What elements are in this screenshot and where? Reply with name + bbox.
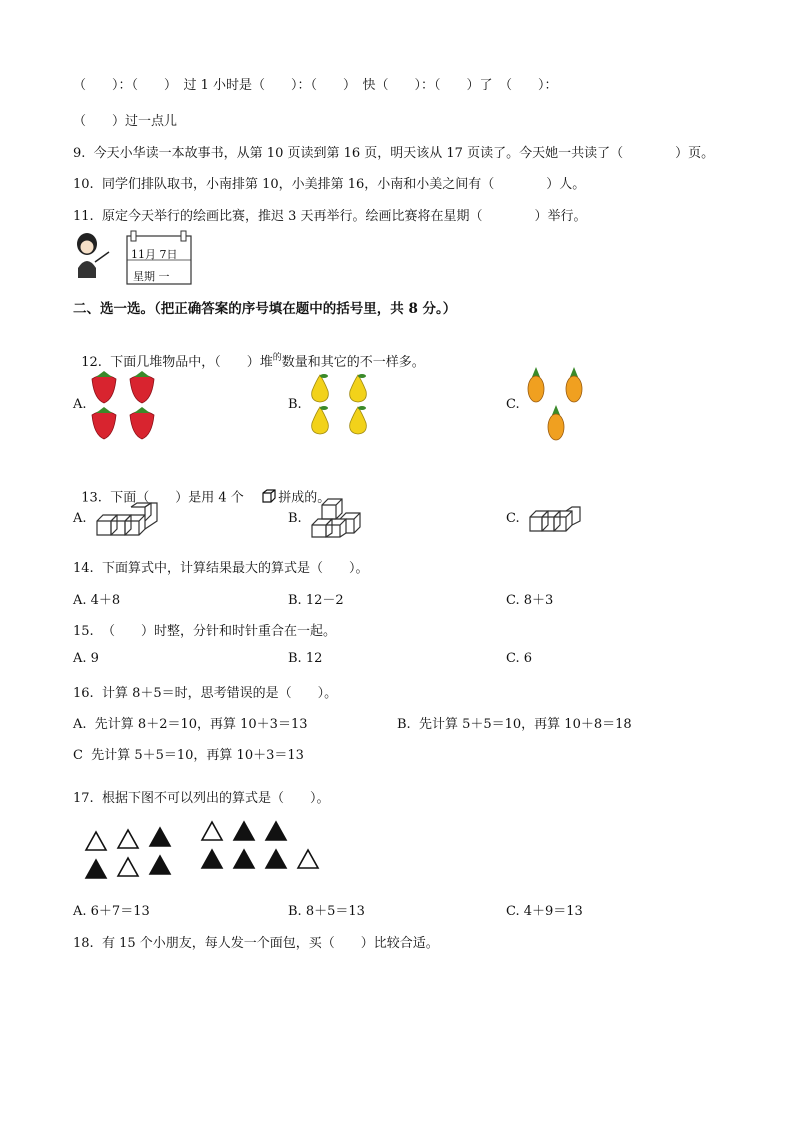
q12-option-a-label[interactable]: A. (73, 397, 87, 412)
question-9: 9. 今天小华读一本故事书，从第 10 页读到第 16 页，明天该从 17 页读了。今天她一共读了（ ）页。 (73, 146, 715, 161)
q13-option-a-label[interactable]: A. (73, 511, 87, 526)
cubes-a-picture (95, 501, 159, 545)
triangles-picture (82, 816, 326, 886)
cube-icon (245, 473, 278, 523)
question-18: 18. 有 15 个小朋友，每人发一个面包，买（ ）比较合适。 (73, 936, 439, 951)
question-16: 16. 计算 8＋5＝时，思考错误的是（ ）。 (73, 686, 338, 701)
question-17: 17. 根据下图不可以列出的算式是（ ）。 (73, 791, 330, 806)
strawberries-picture (88, 367, 160, 445)
teacher-calendar-illustration (73, 228, 198, 286)
q17-option-a[interactable]: A. 6＋7＝13 (73, 904, 150, 919)
q16-option-a[interactable]: A. 先计算 8＋2＝10，再算 10＋3＝13 (73, 717, 308, 732)
q16-option-c[interactable]: C 先计算 5＋5＝10，再算 10＋3＝13 (73, 748, 304, 763)
question-15: 15. （ ）时整，分针和时针重合在一起。 (73, 624, 336, 639)
calendar-weekday: 星期 一 (133, 270, 170, 283)
question-10: 10. 同学们排队取书，小南排第 10，小美排第 16，小南和小美之间有（ ）人。 (73, 177, 586, 192)
q15-option-c[interactable]: C. 6 (506, 651, 533, 666)
q16-option-b[interactable]: B. 先计算 5＋5＝10，再算 10＋8＝18 (397, 717, 632, 732)
section-2-heading: 二、选一选。（把正确答案的序号填在题中的括号里，共 8 分。） (73, 301, 457, 317)
q14-option-b[interactable]: B. 12－2 (288, 593, 344, 608)
q8-line-b: （ ）过一点儿 (73, 114, 178, 129)
cubes-b-picture (308, 495, 366, 543)
question-14: 14. 下面算式中，计算结果最大的算式是（ ）。 (73, 561, 369, 576)
q15-option-a[interactable]: A. 9 (73, 651, 99, 666)
q13-option-c-label[interactable]: C. (506, 511, 520, 526)
q17-option-c[interactable]: C. 4＋9＝13 (506, 904, 583, 919)
cubes-c-picture (528, 505, 584, 537)
question-13: 13. 下面（ ）是用 4 个 拼成的。 (73, 458, 330, 523)
q14-option-a[interactable]: A. 4＋8 (73, 593, 121, 608)
pears-picture (306, 371, 376, 441)
q13-option-b-label[interactable]: B. (288, 511, 302, 526)
q12-option-b-label[interactable]: B. (288, 397, 302, 412)
pineapples-picture (522, 363, 592, 449)
q15-option-b[interactable]: B. 12 (288, 651, 323, 666)
calendar-date: 11月 7日 (131, 248, 178, 261)
q17-option-b[interactable]: B. 8＋5＝13 (288, 904, 365, 919)
q14-option-c[interactable]: C. 8＋3 (506, 593, 554, 608)
q12-option-c-label[interactable]: C. (506, 397, 520, 412)
question-11: 11. 原定今天举行的绘画比赛，推迟 3 天再举行。绘画比赛将在星期（ ）举行。 (73, 209, 587, 224)
q8-line-a: （ ）：（ ） 过 1 小时是（ ）：（ ） 快（ ）：（ ）了 （ ）： (73, 78, 558, 93)
question-12: 12. 下面几堆物品中，（ ）堆$^的$数量和其它的不一样多。 (81, 353, 425, 370)
